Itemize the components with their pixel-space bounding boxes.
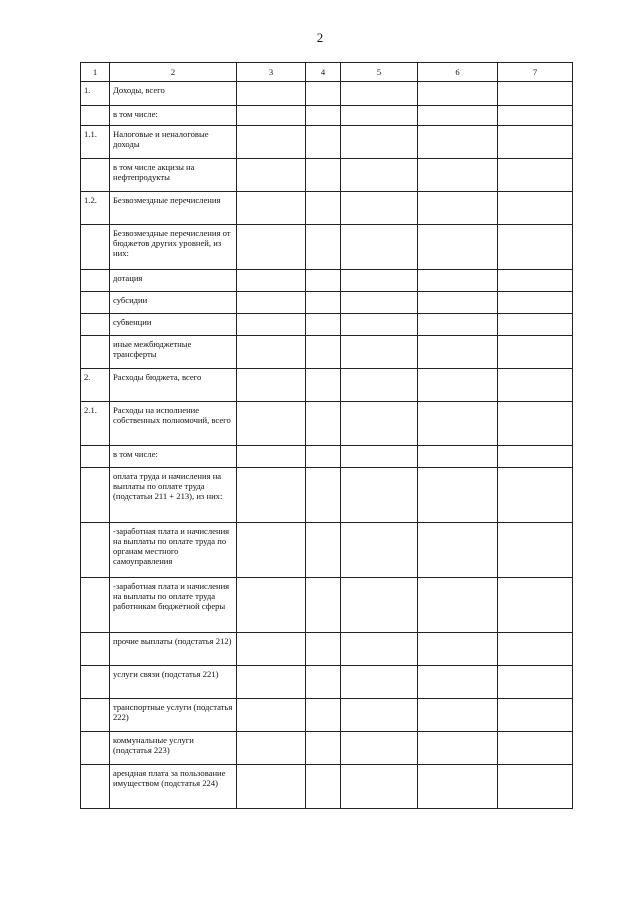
- value-cell-col-5[interactable]: [341, 369, 418, 402]
- value-cell-col-3[interactable]: [237, 369, 306, 402]
- value-cell-col-6[interactable]: [418, 578, 498, 633]
- value-cell-col-7[interactable]: [498, 82, 573, 106]
- row-number: [81, 699, 110, 732]
- row-number: [81, 765, 110, 809]
- row-number: 1.1.: [81, 126, 110, 159]
- value-cell-col-5[interactable]: [341, 633, 418, 666]
- row-label: коммунальные услуги (подстатья 223): [110, 732, 237, 765]
- value-cell-col-5[interactable]: [341, 82, 418, 106]
- value-cell-col-3[interactable]: [237, 666, 306, 699]
- row-number: [81, 633, 110, 666]
- value-cell-col-4[interactable]: [306, 82, 341, 106]
- report-table: [80, 62, 573, 809]
- table-row: [81, 468, 573, 523]
- row-label: прочие выплаты (подстатья 212): [110, 633, 237, 666]
- value-cell-col-3[interactable]: [237, 192, 306, 225]
- value-cell-col-5[interactable]: [341, 225, 418, 270]
- row-label: Доходы, всего: [110, 82, 237, 106]
- value-cell-col-4[interactable]: [306, 270, 341, 292]
- value-cell-col-6[interactable]: [418, 159, 498, 192]
- row-label: иные межбюджетные трансферты: [110, 336, 237, 369]
- value-cell-col-5[interactable]: [341, 402, 418, 446]
- row-number: 2.: [81, 369, 110, 402]
- value-cell-col-3[interactable]: [237, 699, 306, 732]
- table-row: [81, 82, 573, 106]
- value-cell-col-3[interactable]: [237, 314, 306, 336]
- value-cell-col-5[interactable]: [341, 732, 418, 765]
- value-cell-col-7[interactable]: [498, 159, 573, 192]
- value-cell-col-5[interactable]: [341, 578, 418, 633]
- table-row: [81, 270, 573, 292]
- value-cell-col-3[interactable]: [237, 633, 306, 666]
- row-number: 1.: [81, 82, 110, 106]
- table-row: [81, 292, 573, 314]
- value-cell-col-5[interactable]: [341, 446, 418, 468]
- value-cell-col-4[interactable]: [306, 336, 341, 369]
- row-label: в том числе:: [110, 106, 237, 126]
- value-cell-col-4[interactable]: [306, 369, 341, 402]
- value-cell-col-3[interactable]: [237, 523, 306, 578]
- value-cell-col-3[interactable]: [237, 336, 306, 369]
- row-number: [81, 732, 110, 765]
- value-cell-col-4[interactable]: [306, 225, 341, 270]
- value-cell-col-5[interactable]: [341, 159, 418, 192]
- row-label: Безвозмездные перечисления от бюджетов других уровней, из них:: [110, 225, 237, 270]
- value-cell-col-6[interactable]: [418, 336, 498, 369]
- value-cell-col-7[interactable]: [498, 270, 573, 292]
- row-label: в том числе:: [110, 446, 237, 468]
- value-cell-col-3[interactable]: [237, 126, 306, 159]
- table-row: [81, 336, 573, 369]
- value-cell-col-6[interactable]: [418, 446, 498, 468]
- value-cell-col-6[interactable]: [418, 666, 498, 699]
- table-row: [81, 314, 573, 336]
- value-cell-col-5[interactable]: [341, 765, 418, 809]
- row-number: [81, 225, 110, 270]
- row-number: [81, 106, 110, 126]
- value-cell-col-3[interactable]: [237, 578, 306, 633]
- value-cell-col-4[interactable]: [306, 126, 341, 159]
- column-header: 2: [110, 63, 237, 82]
- row-label: арендная плата за пользование имуществом (подстатья 224): [110, 765, 237, 809]
- value-cell-col-4[interactable]: [306, 765, 341, 809]
- table-row: [81, 225, 573, 270]
- row-label: субсидии: [110, 292, 237, 314]
- header-row: [81, 63, 573, 82]
- row-label: в том числе акцизы на нефтепродукты: [110, 159, 237, 192]
- table-row: [81, 765, 573, 809]
- table-row: [81, 699, 573, 732]
- value-cell-col-7[interactable]: [498, 468, 573, 523]
- value-cell-col-4[interactable]: [306, 446, 341, 468]
- column-header: 3: [237, 63, 306, 82]
- row-number: [81, 292, 110, 314]
- row-number: [81, 159, 110, 192]
- row-number: [81, 446, 110, 468]
- value-cell-col-7[interactable]: [498, 699, 573, 732]
- value-cell-col-4[interactable]: [306, 192, 341, 225]
- row-label: -заработная плата и начисления на выплаты по оплате труда работникам бюджетной сферы: [110, 578, 237, 633]
- value-cell-col-6[interactable]: [418, 369, 498, 402]
- value-cell-col-3[interactable]: [237, 292, 306, 314]
- row-label: оплата труда и начисления на выплаты по оплате труда (подстатьи 211 + 213), из них:: [110, 468, 237, 523]
- value-cell-col-3[interactable]: [237, 225, 306, 270]
- row-number: 2.1.: [81, 402, 110, 446]
- table-row: [81, 633, 573, 666]
- value-cell-col-4[interactable]: [306, 633, 341, 666]
- value-cell-col-6[interactable]: [418, 402, 498, 446]
- table-row: [81, 159, 573, 192]
- row-number: [81, 468, 110, 523]
- row-number: [81, 270, 110, 292]
- value-cell-col-6[interactable]: [418, 523, 498, 578]
- row-label: транспортные услуги (подстатья 222): [110, 699, 237, 732]
- value-cell-col-4[interactable]: [306, 159, 341, 192]
- value-cell-col-3[interactable]: [237, 468, 306, 523]
- value-cell-col-6[interactable]: [418, 765, 498, 809]
- row-label: Безвозмездные перечисления: [110, 192, 237, 225]
- value-cell-col-5[interactable]: [341, 523, 418, 578]
- value-cell-col-4[interactable]: [306, 292, 341, 314]
- row-label: дотация: [110, 270, 237, 292]
- table-row: [81, 402, 573, 446]
- value-cell-col-7[interactable]: [498, 336, 573, 369]
- value-cell-col-6[interactable]: [418, 225, 498, 270]
- value-cell-col-6[interactable]: [418, 192, 498, 225]
- table-row: [81, 126, 573, 159]
- row-number: [81, 666, 110, 699]
- table-row: [81, 192, 573, 225]
- value-cell-col-7[interactable]: [498, 446, 573, 468]
- value-cell-col-7[interactable]: [498, 369, 573, 402]
- value-cell-col-7[interactable]: [498, 225, 573, 270]
- value-cell-col-7[interactable]: [498, 402, 573, 446]
- value-cell-col-7[interactable]: [498, 192, 573, 225]
- value-cell-col-7[interactable]: [498, 523, 573, 578]
- value-cell-col-3[interactable]: [237, 82, 306, 106]
- value-cell-col-6[interactable]: [418, 126, 498, 159]
- value-cell-col-7[interactable]: [498, 126, 573, 159]
- value-cell-col-7[interactable]: [498, 633, 573, 666]
- value-cell-col-6[interactable]: [418, 468, 498, 523]
- column-header: 5: [341, 63, 418, 82]
- value-cell-col-6[interactable]: [418, 270, 498, 292]
- value-cell-col-4[interactable]: [306, 666, 341, 699]
- value-cell-col-6[interactable]: [418, 292, 498, 314]
- value-cell-col-4[interactable]: [306, 402, 341, 446]
- value-cell-col-5[interactable]: [341, 270, 418, 292]
- value-cell-col-4[interactable]: [306, 732, 341, 765]
- value-cell-col-6[interactable]: [418, 699, 498, 732]
- row-number: [81, 578, 110, 633]
- value-cell-col-6[interactable]: [418, 82, 498, 106]
- value-cell-col-5[interactable]: [341, 336, 418, 369]
- value-cell-col-3[interactable]: [237, 270, 306, 292]
- value-cell-col-4[interactable]: [306, 578, 341, 633]
- row-number: 1.2.: [81, 192, 110, 225]
- value-cell-col-3[interactable]: [237, 446, 306, 468]
- value-cell-col-7[interactable]: [498, 578, 573, 633]
- value-cell-col-5[interactable]: [341, 292, 418, 314]
- table-row: [81, 666, 573, 699]
- value-cell-col-7[interactable]: [498, 314, 573, 336]
- column-header: 6: [418, 63, 498, 82]
- row-label: субвенции: [110, 314, 237, 336]
- value-cell-col-5[interactable]: [341, 699, 418, 732]
- value-cell-col-3[interactable]: [237, 106, 306, 126]
- column-header: 4: [306, 63, 341, 82]
- row-label: Расходы бюджета, всего: [110, 369, 237, 402]
- table-row: [81, 106, 573, 126]
- value-cell-col-6[interactable]: [418, 314, 498, 336]
- value-cell-col-3[interactable]: [237, 732, 306, 765]
- column-header: 7: [498, 63, 573, 82]
- value-cell-col-7[interactable]: [498, 106, 573, 126]
- value-cell-col-3[interactable]: [237, 765, 306, 809]
- table-row: [81, 732, 573, 765]
- row-label: Расходы на исполнение собственных полномочий, всего: [110, 402, 237, 446]
- value-cell-col-6[interactable]: [418, 732, 498, 765]
- table-row: [81, 369, 573, 402]
- value-cell-col-3[interactable]: [237, 159, 306, 192]
- value-cell-col-7[interactable]: [498, 666, 573, 699]
- row-number: [81, 523, 110, 578]
- value-cell-col-6[interactable]: [418, 106, 498, 126]
- row-label: Налоговые и неналоговые доходы: [110, 126, 237, 159]
- value-cell-col-5[interactable]: [341, 314, 418, 336]
- value-cell-col-4[interactable]: [306, 106, 341, 126]
- value-cell-col-5[interactable]: [341, 192, 418, 225]
- value-cell-col-7[interactable]: [498, 732, 573, 765]
- value-cell-col-5[interactable]: [341, 126, 418, 159]
- value-cell-col-5[interactable]: [341, 106, 418, 126]
- page-number: 2: [316, 30, 324, 45]
- value-cell-col-4[interactable]: [306, 523, 341, 578]
- value-cell-col-7[interactable]: [498, 765, 573, 809]
- row-label: -заработная плата и начисления на выплаты по оплате труда по органам местного самоуправления: [110, 523, 237, 578]
- row-label: услуги связи (подстатья 221): [110, 666, 237, 699]
- value-cell-col-4[interactable]: [306, 699, 341, 732]
- row-number: [81, 314, 110, 336]
- value-cell-col-4[interactable]: [306, 468, 341, 523]
- table-row: [81, 523, 573, 578]
- table-row: [81, 446, 573, 468]
- value-cell-col-6[interactable]: [418, 633, 498, 666]
- value-cell-col-4[interactable]: [306, 314, 341, 336]
- value-cell-col-3[interactable]: [237, 402, 306, 446]
- row-number: [81, 336, 110, 369]
- value-cell-col-5[interactable]: [341, 468, 418, 523]
- table-row: [81, 578, 573, 633]
- value-cell-col-5[interactable]: [341, 666, 418, 699]
- value-cell-col-7[interactable]: [498, 292, 573, 314]
- column-header: 1: [81, 63, 110, 82]
